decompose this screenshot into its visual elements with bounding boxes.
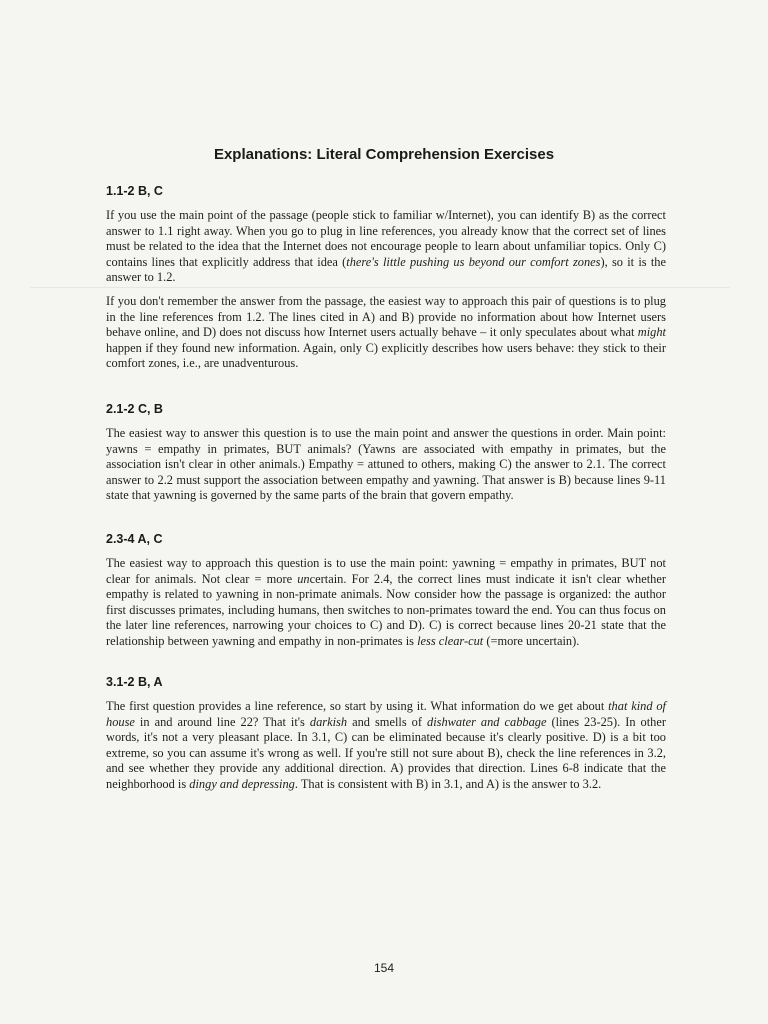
page-title: Explanations: Literal Comprehension Exercises <box>213 146 555 163</box>
paragraph <box>106 208 666 286</box>
paragraph <box>106 556 666 650</box>
text-run: The easiest way to approach this question is to use the main point: yawning = empathy in primates, BUT not clear for animals. Not clear = more <box>106 556 666 586</box>
italic-text: less clear-cut <box>417 633 484 648</box>
italic-text: might <box>637 325 666 340</box>
section-heading: 1.1-2 B, C <box>106 184 163 198</box>
italic-text: dingy and depressing <box>189 776 295 791</box>
page-number: 154 <box>373 961 395 975</box>
text-run: If you don't remember the answer from the passage, the easiest way to approach this pair of questions is to plug in the line references from 1.2. The lines cited in A) and B) provide no information about how Internet users behave online, and D) does not discuss how Internet users actually behave – it only speculates about what <box>106 294 666 340</box>
section-heading: 3.1-2 B, A <box>106 675 163 689</box>
italic-text: dishwater and cabbage <box>427 714 547 729</box>
text-run: and smells of <box>347 714 428 729</box>
text-run: If you use the main point of the passage (people stick to familiar w/Internet), you can identify B) as the correct answer to 1.1 right away. When you go to plug in line references, you already know that the correct set of lines must be related to the idea that the Internet does not encourage people to learn about unfamiliar topics. Only C) contains lines that explicitly address that idea ( <box>106 208 666 269</box>
text-run: happen if they found new information. Again, only C) explicitly describes how users behave: they stick to their comfort zones, i.e., are unadventurous. <box>106 340 666 371</box>
italic-text: that kind of house <box>106 699 666 729</box>
section-heading: 2.1-2 C, B <box>106 402 163 416</box>
text-run: in and around line 22? That it's <box>134 714 310 729</box>
section-heading: 2.3-4 A, C <box>106 532 163 546</box>
text-run: ), so it is the answer to 1.2. <box>106 254 666 285</box>
text-run: (lines 23-25). In other words, it's not a very pleasant place. In 3.1, C) can be eliminated because it's clearly positive. D) is a bit too extreme, so you can assume it's wrong as well. If you're still not sure about B), check the line references in 3.2, and see whether they provide any additional direction. A) provides that direction. Lines 6-8 indicate that the neighborhood is <box>106 714 667 791</box>
text-run: certain. For 2.4, the correct lines must indicate it isn't clear whether empathy is related to yawning in non-primate animals. Now consider how the passage is organized: the author first discusses primates, including humans, then switches to non-primates toward the end. You can thus focus on the later line references, narrowing your choices to C) and D). C) is correct because lines 20-21 state that the relationship between yawning and empathy in non-primates is <box>106 571 666 648</box>
italic-text: darkish <box>309 714 348 729</box>
paragraph <box>106 699 666 793</box>
scan-artifact-line <box>30 287 730 288</box>
text-run: The easiest way to answer this question is to use the main point and answer the questions in order. Main point: yawns = empathy in primates, BUT animals? (Yawns are associated with empathy in primates, but the association isn't clear in other animals.) Empathy = attuned to others, making C) the answer to 2.1. The correct answer to 2.2 must support the association between empathy and yawning. That answer is B) because lines 9-11 state that yawning is governed by the same parts of the brain that govern empathy. <box>106 426 666 503</box>
italic-text: there's little pushing us beyond our comfort zones <box>346 254 601 269</box>
text-run: . That is consistent with B) in 3.1, and A) is the answer to 3.2. <box>294 776 602 791</box>
paragraph <box>106 426 666 504</box>
text-run: (=more uncertain). <box>483 633 580 648</box>
text-run: The first question provides a line reference, so start by using it. What information do we get about <box>106 699 609 713</box>
paragraph <box>106 294 666 372</box>
italic-text: un <box>297 571 310 586</box>
